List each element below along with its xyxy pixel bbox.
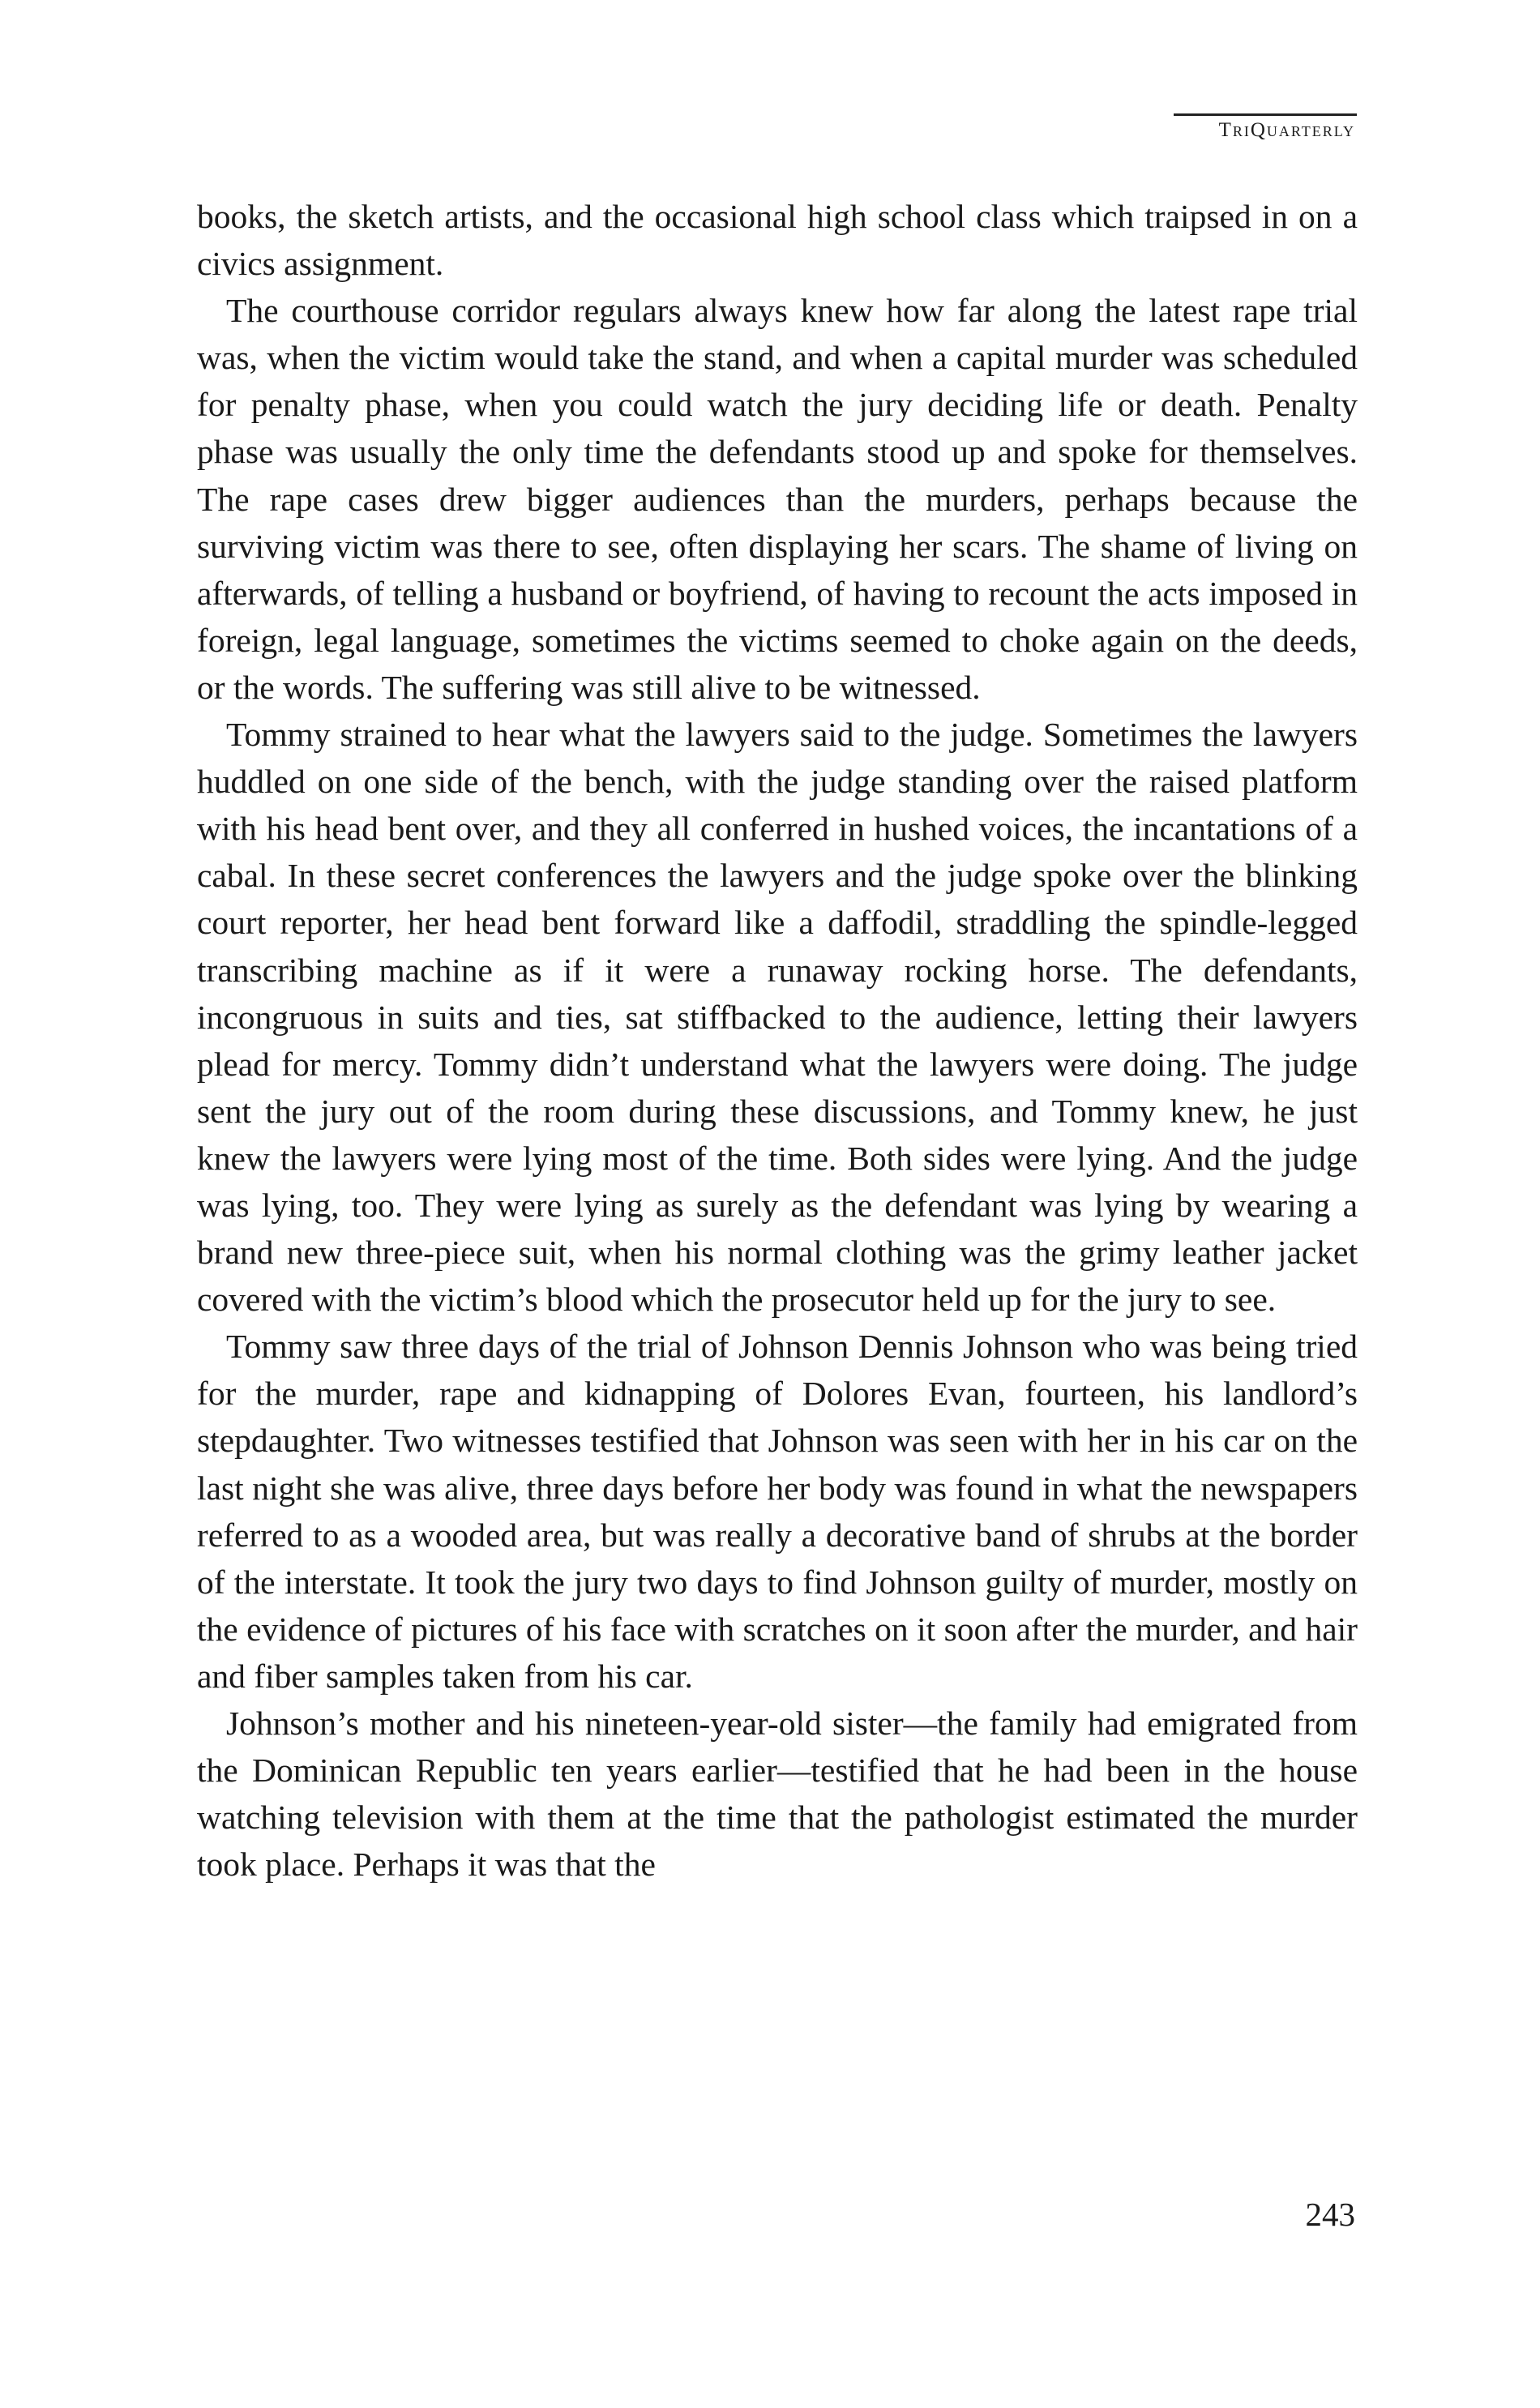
paragraph: Tommy strained to hear what the lawyers said to the judge. Sometimes the lawyers huddled on one side of the bench, with the judge standing over the raised platform with his head bent over, and they all conferred in hushed voices, the incantations of a cabal. In these secret conferences the lawyers and the judge spoke over the blinking court reporter, her head bent forward like a daffodil, straddling the spindle-legged transcribing machine as if it were a runaway rocking horse. The defendants, incongruous in suits and ties, sat stiffbacked to the audience, letting their lawyers plead for mercy. Tommy didn’t understand what the lawyers were doing. The judge sent the jury out of the room during these discussions, and Tommy knew, he just knew the lawyers were lying most of the time. Both sides were lying. And the judge was lying, too. They were lying as surely as the defendant was lying by wearing a brand new three-piece suit, when his normal clothing was the grimy leather jacket covered with the victim’s blood which the prosecutor held up for the jury to see. <box>197 716 1358 1319</box>
paragraph: The courthouse corridor regulars always knew how far along the latest rape trial was, when the victim would take the stand, and when a capital murder was scheduled for penalty phase, when you could watch the jury deciding life or death. Penalty phase was usually the only time the defendants stood up and spoke for themselves. The rape cases drew bigger audiences than the murders, perhaps because the surviving victim was there to see, often displaying her scars. The shame of living on afterwards, of telling a husband or boyfriend, of having to recount the acts imposed in foreign, legal language, sometimes the victims seemed to choke again on the deeds, or the words. The suffering was still alive to be witnessed. <box>197 292 1358 706</box>
page-number: 243 <box>1305 2196 1355 2233</box>
body-text <box>197 193 1358 1888</box>
paragraph: Tommy saw three days of the trial of Johnson Dennis Johnson who was being tried for the murder, rape and kidnapping of Dolores Evan, fourteen, his landlord’s stepdaughter. Two witnesses testified that Johnson was seen with her in his car on the last night she was alive, three days before her body was found in what the newspapers referred to as a wooded area, but was really a decorative band of shrubs at the border of the interstate. It took the jury two days to find Johnson guilty of murder, mostly on the evidence of pictures of his face with scratches on it soon after the murder, and hair and fiber samples taken from his car. <box>197 1328 1358 1695</box>
running-head: TriQuarterly <box>1218 119 1355 141</box>
header-rule <box>1174 113 1357 116</box>
paragraph-continued: books, the sketch artists, and the occasional high school class which traipsed in on a civics assignment. <box>197 198 1358 283</box>
paragraph: Johnson’s mother and his nineteen-year-old sister—the family had emigrated from the Dominican Republic ten years earlier—testified that he had been in the house watching television with them at the time that the pathologist estimated the murder took place. Perhaps it was that the <box>197 1704 1358 1884</box>
